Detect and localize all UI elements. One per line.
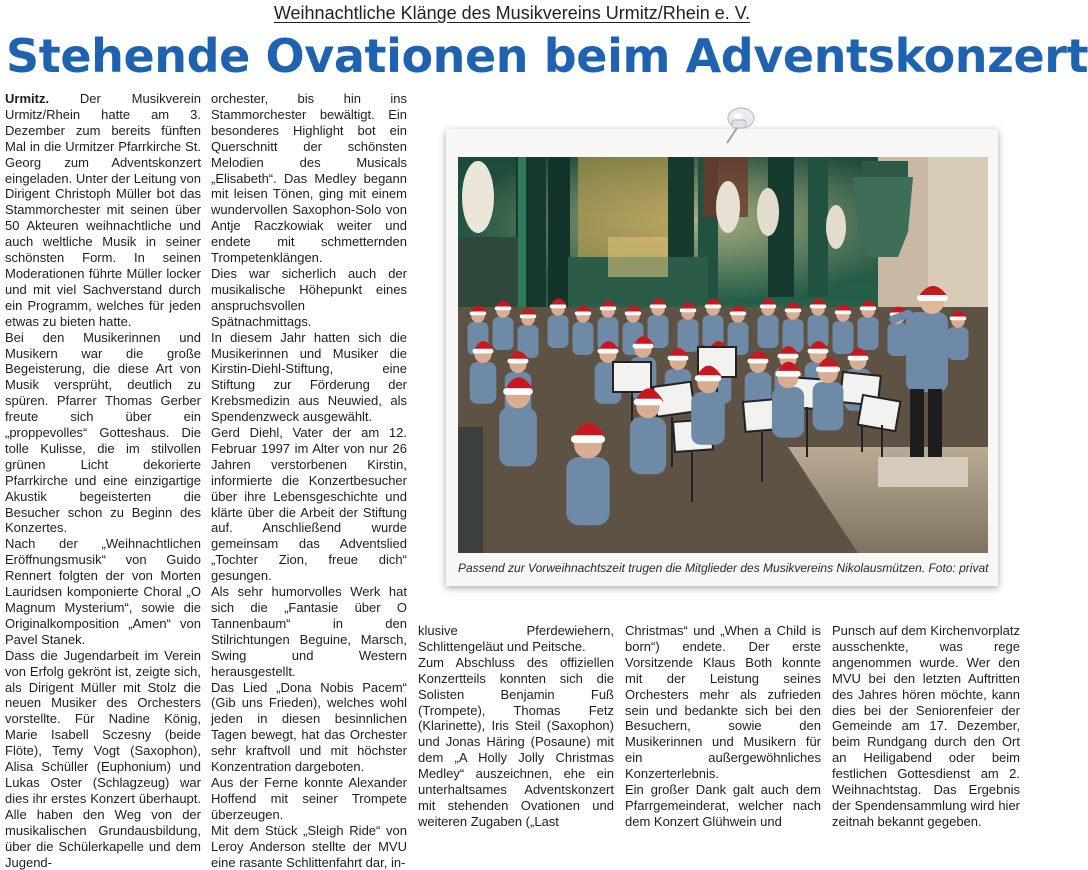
paragraph: Als sehr humorvolles Werk hat sich die „Fantasie über O Tannenbaum“ in den Stilrichtungen Beguine, Marsch, Swing und Western herausgestellt. — [211, 584, 407, 679]
musician — [518, 309, 539, 359]
musician — [678, 303, 699, 353]
musician — [470, 341, 497, 404]
musician — [493, 301, 514, 351]
dateline: Urmitz. — [5, 91, 50, 106]
paragraph: Christmas“ und „When a Child is born“) endete. Der erste Vorsitzende Klaus Both konnte mit der Leistung seines Orchesters mehr als zufrieden sein und bedankte sich bei den Besuchern, sowie den Musikerinnen und Musikern für ein außergewöhnliches Konzerterlebnis. — [625, 623, 821, 782]
paragraph: klusive Pferdewiehern, Schlittengeläut und Peitsche. — [418, 623, 614, 654]
text-column-4 — [625, 623, 821, 829]
concert-photo — [458, 157, 988, 553]
musician — [630, 388, 666, 474]
paragraph: Nach der „Weihnachtlichen Eröffnungsmusik“ von Guido Rennert folgten der von Morten Lauridsen komponierte Choral „O Magnum Mysterium“, sowie die Originalkomposition „Amen“ von Pavel Stanek. — [5, 536, 201, 647]
musician — [808, 299, 829, 349]
paragraph: Ein großer Dank galt auch dem Pfarrgemeinderat, welcher nach dem Konzert Glühwein und — [625, 782, 821, 829]
musician — [772, 362, 804, 438]
paragraph: Bei den Musikerinnen und Musikern war die große Begeisterung, die diese Art von Musik versprüht, deutlich zu spüren. Pfarrer Thomas Gerber freute sich über ein „proppevolles“ Gotteshaus. Die tolle Kulisse, die im stilvollen grünen Licht dekorierte Pfarrkirche und eine einzigartige Akustik begeisterten die Besucher schon zu Beginn des Konzertes. — [5, 329, 201, 536]
musician — [833, 305, 854, 355]
paragraph: Punsch auf dem Kirchenvorplatz ausschenkte, was rege angenommen wurde. Wer den MVU bei den letzten Auftritten des Jahres hören möchte, kann dies bei der Seniorenfeier der Gemeinde am 17. Dezember, beim Rundgang durch den Ort an Heiligabend oder beim festlichen Gottesdienst am 2. Weihnachtstag. Das Ergebnis der Spendensammlung wird hier zeitnah bekannt gegeben. — [832, 623, 1020, 829]
text-column-3 — [418, 623, 614, 829]
text-column-1 — [5, 91, 201, 870]
musician — [499, 377, 537, 466]
musician — [858, 301, 879, 351]
paragraph: Dass die Jugendarbeit im Verein von Erfolg gekrönt ist, zeigte sich, als Dirigent Müller mit Stolz die neuen Musiker des Orchesters vorstellte. Für Nadine König, Marie Isabell Sczesny (beide Flöte), Temy Vogt (Saxophon), Alisa Schüller (Euphonium) und Lukas Oster (Schlagzeug) war dies ihr erstes Konzert überhaupt. Alle haben den Weg von der musikalischen Grundausbildung, über die Schülerkapelle und dem Jugend- — [5, 647, 201, 870]
push-pin-icon — [710, 96, 766, 152]
paragraph: Gerd Diehl, Vater der am 12. Februar 1997 im Alter von nur 26 Jahren verstorbenen Kirstin, informierte die Konzertbesucher über ihre Lebensgeschichte und klärte über die Arbeit der Stiftung auf. Anschließend wurde gemeinsam das Adventslied „Tochter Zion, freue dich“ gesungen. — [211, 425, 407, 584]
musician — [758, 299, 779, 349]
paragraph: In diesem Jahr hatten sich die Musikerinnen und Musiker die Kirstin-Diehl-Stiftung, eine Stiftung zur Förderung der Krebsmedizin aus Neuwied, als Spendenzweck ausgewählt. — [211, 329, 407, 425]
musician — [691, 366, 725, 445]
paragraph — [5, 91, 201, 330]
musician — [948, 311, 969, 361]
text-column-2 — [211, 91, 407, 870]
paragraph: Das Lied „Dona Nobis Pacem“ (Gib uns Frieden), welches wohl jeden in diesen besinnlichen Tagen bewegt, hat das Orchester sehr kraftvoll und mit höchster Konzentration dargeboten. — [211, 679, 407, 775]
paragraph: Mit dem Stück „Sleigh Ride“ von Leroy Anderson stellte der MVU eine rasante Schlittenfahrt dar, in- — [211, 822, 407, 870]
musician — [703, 299, 724, 349]
paragraph: Dies war sicherlich auch der musikalische Höhepunkt eines anspruchsvollen Spätnachmittags. — [211, 265, 407, 329]
kicker-text: Weihnachtliche Klänge des Musikvereins Urmitz/Rhein e. V. — [273, 3, 751, 23]
musician — [813, 358, 844, 431]
paragraph: Aus der Ferne konnte Alexander Hoffend mit seiner Trompete überzeugen. — [211, 774, 407, 822]
article-headline: Stehende Ovationen beim Adventskonzert — [6, 29, 1088, 83]
photo-caption: Passend zur Vorweihnachtszeit trugen die Mitglieder des Musikvereins Nikolausmützen. Foto: privat — [458, 561, 989, 575]
musician — [573, 306, 594, 356]
article-kicker — [0, 2, 1024, 24]
musician — [566, 423, 609, 525]
musician — [548, 299, 569, 349]
musician — [783, 303, 804, 353]
paragraph: orchester, bis hin ins Stammorchester bewältigt. Ein besonderes Highlight bot ein Querschnitt der schönsten Melodien des Musicals „Elisabeth“. Das Medley begann mit leisen Tönen, ging mit einem wundervollen Saxophon-Solo von Antje Raczkowiak weiter und endete mit schmetternden Trompetenklängen. — [211, 91, 407, 266]
paragraph-text: Der Musikverein Urmitz/Rhein hatte am 3. Dezember zum bereits fünften Mal in die Urmitzer Pfarrkirche St. Georg zum Adventskonzert eingeladen. Unter der Leitung von Dirigent Christoph Müller bot das Stammorchester mit seinen über 50 Akteuren weihnachtliche und auch weltliche Musik in seiner schönsten Form. In seinen Moderationen führte Müller locker und mit viel Sachverstand durch ein Programm, welches für jeden etwas zu bieten hatte. — [5, 91, 201, 329]
paragraph: Zum Abschluss des offiziellen Konzertteils konnten sich die Solisten Benjamin Fuß (Trompete), Thomas Fetz (Klarinette), Iris Steil (Saxophon) und Jonas Häring (Posaune) mit dem „A Holly Jolly Christmas Medley“ auszeichnen, ehe ein unterhaltsames Adventskonzert mit stehenden Ovationen und weiteren Zugaben („Last — [418, 654, 614, 829]
text-column-5 — [832, 623, 1020, 829]
